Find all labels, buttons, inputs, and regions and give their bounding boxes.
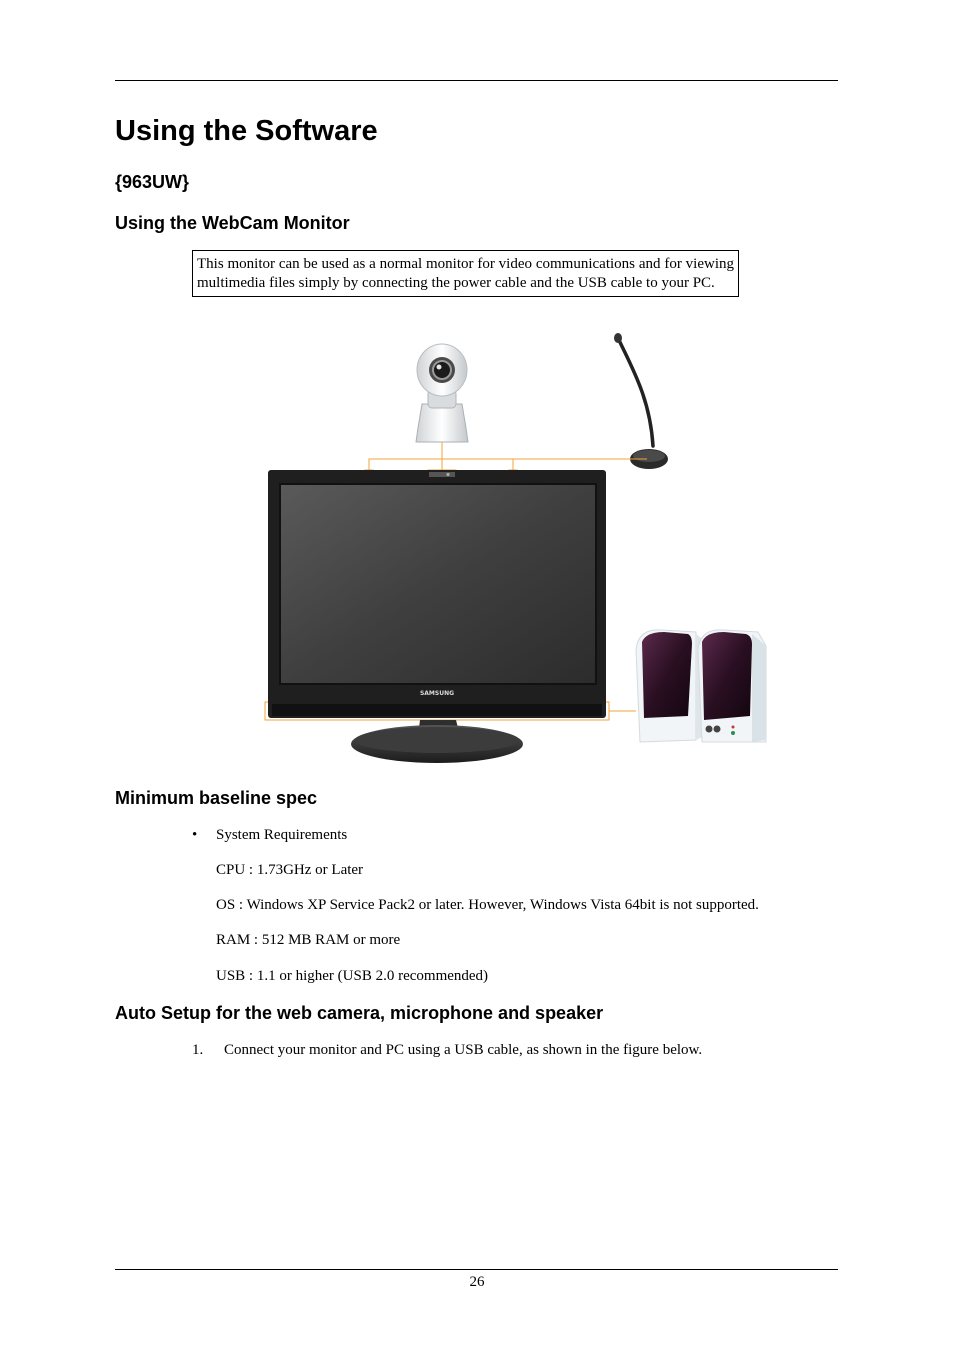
model-heading: {963UW} (115, 172, 190, 192)
auto-setup-heading: Auto Setup for the web camera, microphone and speaker (115, 1003, 604, 1023)
spec-line: USB : 1.1 or higher (USB 2.0 recommended) (216, 968, 489, 984)
system-requirements-label: System Requirements (216, 827, 348, 843)
step-text: Connect your monitor and PC using a USB cable, as shown in the figure below. (224, 1042, 703, 1058)
webcam-icon (416, 344, 468, 442)
header-rule (115, 80, 838, 81)
webcam-monitor-figure (250, 328, 780, 773)
webcam-note-box: This monitor can be used as a normal monitor for video communications and for viewing multimedia files simply by connecting the power cable and the USB cable to your PC. (192, 250, 739, 297)
bullet-marker: • (192, 827, 198, 843)
speakers-icon (636, 630, 766, 742)
step-number: 1. (192, 1042, 204, 1058)
spec-line: RAM : 512 MB RAM or more (216, 932, 401, 948)
spec-line: CPU : 1.73GHz or Later (216, 862, 364, 878)
figure-illustration (250, 328, 780, 773)
page-title: Using the Software (115, 115, 378, 147)
monitor-brand-logo: SAMSUNG (419, 690, 455, 697)
page-number: 26 (469, 1274, 485, 1290)
spec-line: OS : Windows XP Service Pack2 or later. However, Windows Vista 64bit is not supported. (216, 897, 759, 913)
monitor-icon (268, 470, 606, 763)
spec-section-heading: Minimum baseline spec (115, 788, 318, 808)
microphone-icon (614, 333, 668, 469)
footer-rule (115, 1269, 838, 1270)
webcam-section-heading: Using the WebCam Monitor (115, 213, 350, 233)
